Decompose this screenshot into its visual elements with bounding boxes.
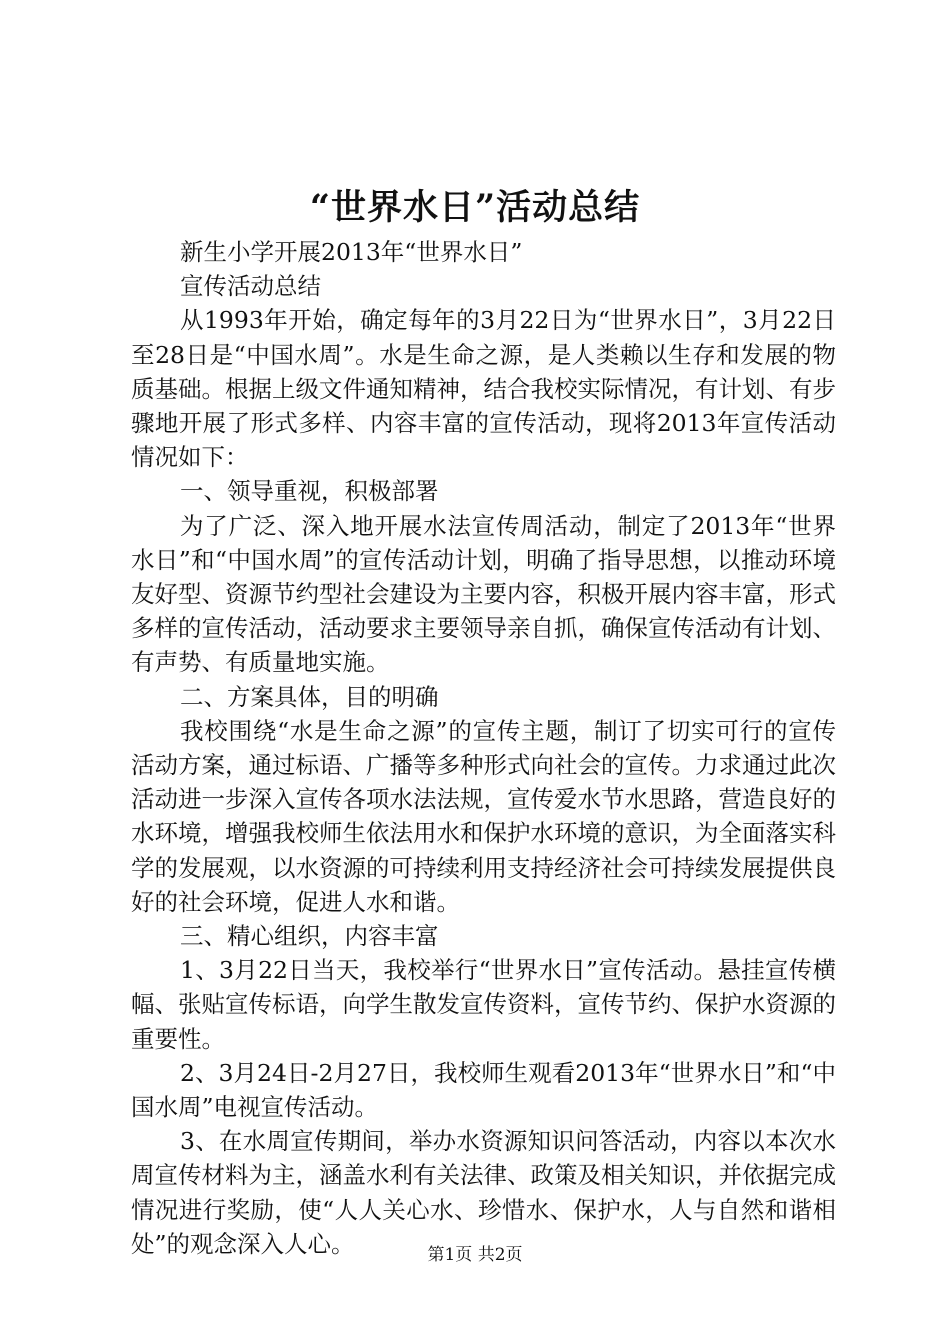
paragraph-item-3: 3、在水周宣传期间，举办水资源知识问答活动，内容以本次水周宣传材料为主，涵盖水利有关法律、政策及相关知识，并依据完成情况进行奖励，使“人人关心水、珍惜水、保护水，人与自然和谐相处”的观念深入人心。 [131, 1127, 836, 1258]
paragraph-subtitle-line-2: 宣传活动总结 [180, 272, 321, 301]
page-footer: 第1页 共2页 [427, 1245, 523, 1265]
paragraph-subtitle-line-1: 新生小学开展2013年“世界水日” [180, 238, 523, 266]
paragraph-intro: 从1993年开始，确定每年的3月22日为“世界水日”，3月22日至28日是“中国水周”。水是生命之源，是人类赖以生存和发展的物质基础。根据上级文件通知精神，结合我校实际情况，有计划、有步骤地开展了形式多样、内容丰富的宣传活动，现将2013年宣传活动情况如下： [131, 306, 836, 472]
section-heading-3: 三、精心组织，内容丰富 [180, 922, 439, 951]
paragraph-section-1: 为了广泛、深入地开展水法宣传周活动，制定了2013年“世界水日”和“中国水周”的宣传活动计划，明确了指导思想，以推动环境友好型、资源节约型社会建设为主要内容，积极开展内容丰富，形式多样的宣传活动，活动要求主要领导亲自抓，确保宣传活动有计划、有声势、有质量地实施。 [131, 511, 836, 677]
paragraph-section-2: 我校围绕“水是生命之源”的宣传主题，制订了切实可行的宣传活动方案，通过标语、广播等多种形式向社会的宣传。力求通过此次活动进一步深入宣传各项水法法规，宣传爱水节水思路，营造良好的水环境，增强我校师生依法用水和保护水环境的意识，为全面落实科学的发展观，以水资源的可持续利用支持经济社会可持续发展提供良好的社会环境，促进人水和谐。 [131, 716, 836, 916]
document-body [131, 235, 836, 1261]
section-heading-2: 二、方案具体，目的明确 [180, 682, 439, 711]
paragraph-item-1: 1、3月22日当天，我校举行“世界水日”宣传活动。悬挂宣传横幅、张贴宣传标语，向学生散发宣传资料，宣传节约、保护水资源的重要性。 [131, 956, 836, 1053]
paragraph-item-2: 2、3月24日-2月27日，我校师生观看2013年“世界水日”和“中国水周”电视宣传活动。 [131, 1058, 836, 1122]
section-heading-1: 一、领导重视，积极部署 [180, 477, 439, 506]
document-title: “世界水日”活动总结 [309, 187, 641, 228]
